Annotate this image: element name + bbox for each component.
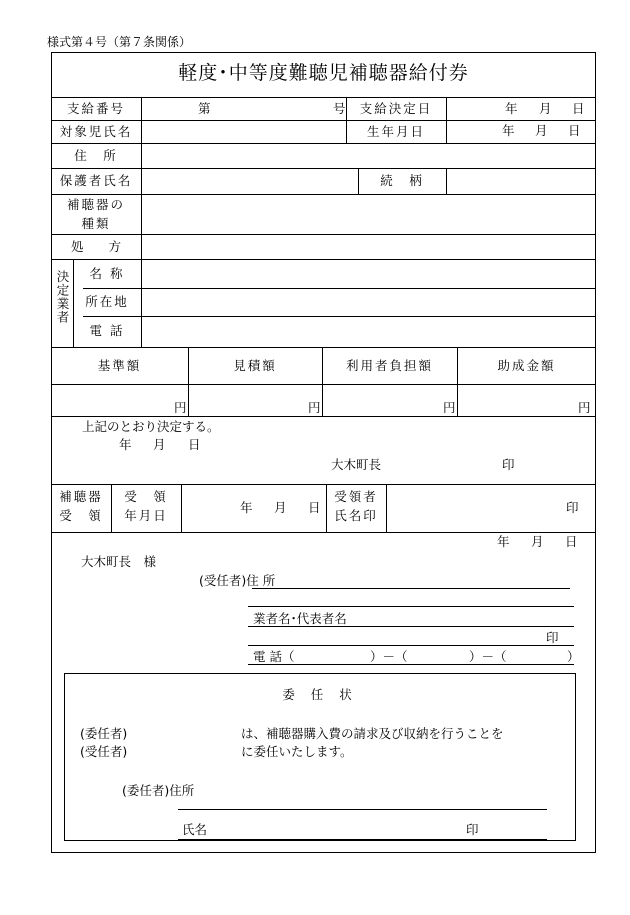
- issue-number-prefix: 第: [198, 101, 211, 116]
- phone-line: [248, 664, 574, 665]
- company-line-2: [248, 645, 574, 646]
- company-seal: 印: [546, 630, 559, 645]
- yen-unit: 円: [578, 400, 591, 415]
- vendor-name-label: 名 称: [89, 266, 125, 281]
- subsidy-amount-header: 助成金額: [497, 358, 556, 373]
- decision-statement: 上記のとおり決定する。: [82, 419, 220, 434]
- grid-line: [51, 168, 596, 169]
- grid-line: [51, 120, 596, 121]
- receiver-label-2: 氏名印: [334, 508, 378, 523]
- grid-line: [457, 347, 458, 416]
- principal-label: (委任者): [80, 726, 128, 741]
- standard-amount-header: 基準額: [97, 358, 142, 373]
- request-month: 月: [531, 534, 544, 549]
- issue-number-label: 支給番号: [66, 101, 125, 116]
- proxy-title: 委 任 状: [282, 687, 358, 702]
- request-day: 日: [565, 534, 578, 549]
- grid-line: [51, 259, 596, 260]
- principal-name-line: [178, 839, 547, 840]
- phone-close: ）: [567, 649, 580, 664]
- grid-line: [51, 194, 596, 195]
- agent-address-line-2: [248, 606, 574, 607]
- principal-address-label: (委任者)住所: [122, 783, 195, 798]
- decision-statement-day: 日: [188, 437, 201, 452]
- receiver-seal: 印: [566, 500, 579, 515]
- vendor-phone-label: 電 話: [89, 323, 125, 338]
- grid-line: [322, 347, 323, 416]
- receipt-year: 年: [240, 500, 253, 515]
- phone-separator-2: ）－（: [469, 649, 507, 664]
- grid-line: [51, 234, 596, 235]
- receiver-label-1: 受領者: [334, 489, 378, 504]
- user-burden-header: 利用者負担額: [345, 358, 433, 373]
- yen-unit: 円: [174, 400, 187, 415]
- agent-address-label: (受任者)住 所: [199, 573, 276, 588]
- hearing-aid-receipt-label-1: 補聴器: [59, 489, 103, 504]
- prescription-label: 処 方: [70, 239, 121, 254]
- principal-address-line: [178, 809, 547, 810]
- grid-line: [386, 484, 387, 532]
- form-label: 様式第４号（第７条関係）: [47, 35, 192, 49]
- hearing-aid-type-label-2: 種類: [81, 216, 111, 231]
- proxy-text-line1: は、補聴器購入費の請求及び収納を行うことを: [241, 726, 504, 741]
- grid-line: [83, 316, 596, 317]
- relationship-label: 続 柄: [380, 173, 424, 188]
- hearing-aid-type-label-1: 補聴器の: [66, 197, 125, 212]
- grid-line: [51, 347, 596, 348]
- grid-line: [51, 532, 596, 533]
- grid-line: [51, 416, 596, 417]
- decision-statement-year: 年: [119, 437, 132, 452]
- form-title: 軽度･中等度難聴児補聴器給付券: [178, 62, 469, 84]
- principal-name-label: 氏名: [182, 822, 208, 837]
- phone-label: 電 話（: [253, 649, 295, 664]
- grid-line: [51, 384, 596, 385]
- receipt-month: 月: [274, 500, 287, 515]
- birth-date-label: 生年月日: [366, 124, 425, 139]
- decision-statement-month: 月: [153, 437, 166, 452]
- hearing-aid-receipt-label-2: 受 領: [59, 508, 103, 523]
- grid-line: [188, 347, 189, 416]
- grid-line: [141, 259, 142, 347]
- birth-month: 月: [535, 123, 548, 138]
- decision-month: 月: [539, 101, 552, 116]
- decision-year: 年: [505, 101, 518, 116]
- grid-line: [141, 97, 142, 259]
- grid-line: [51, 97, 596, 98]
- guardian-name-label: 保護者氏名: [59, 173, 133, 188]
- grid-line: [51, 143, 596, 144]
- estimate-amount-header: 見積額: [233, 358, 277, 373]
- receipt-date-label-1: 受 領: [124, 489, 168, 504]
- receipt-day: 日: [308, 500, 321, 515]
- grid-line: [446, 97, 447, 143]
- agent-address-line: [252, 588, 570, 589]
- grid-line: [51, 484, 596, 485]
- grid-line: [446, 168, 447, 194]
- birth-year: 年: [502, 123, 515, 138]
- vendor-group-label: 決定業者: [55, 270, 70, 324]
- yen-unit: 円: [443, 400, 456, 415]
- vendor-location-label: 所在地: [85, 294, 129, 309]
- company-representative-label: 業者名･代表者名: [253, 611, 347, 626]
- mayor-seal: 印: [502, 457, 515, 472]
- grid-line: [181, 484, 182, 532]
- grid-line: [83, 288, 596, 289]
- principal-seal: 印: [466, 822, 479, 837]
- request-year: 年: [497, 534, 510, 549]
- birth-day: 日: [568, 123, 581, 138]
- issue-number-suffix: 号: [333, 101, 346, 116]
- child-name-label: 対象児氏名: [59, 124, 133, 139]
- proxy-text-line2: に委任いたします。: [241, 744, 353, 759]
- yen-unit: 円: [308, 400, 321, 415]
- decision-day: 日: [572, 101, 585, 116]
- phone-separator-1: ）－（: [370, 649, 408, 664]
- address-label: 住 所: [74, 148, 118, 163]
- receipt-date-label-2: 年月日: [124, 508, 168, 523]
- mayor-title: 大木町長: [331, 457, 382, 472]
- agent-label: (受任者): [80, 744, 128, 759]
- company-line: [248, 626, 574, 627]
- decision-date-label: 支給決定日: [359, 101, 433, 116]
- addressee: 大木町長 様: [81, 554, 157, 569]
